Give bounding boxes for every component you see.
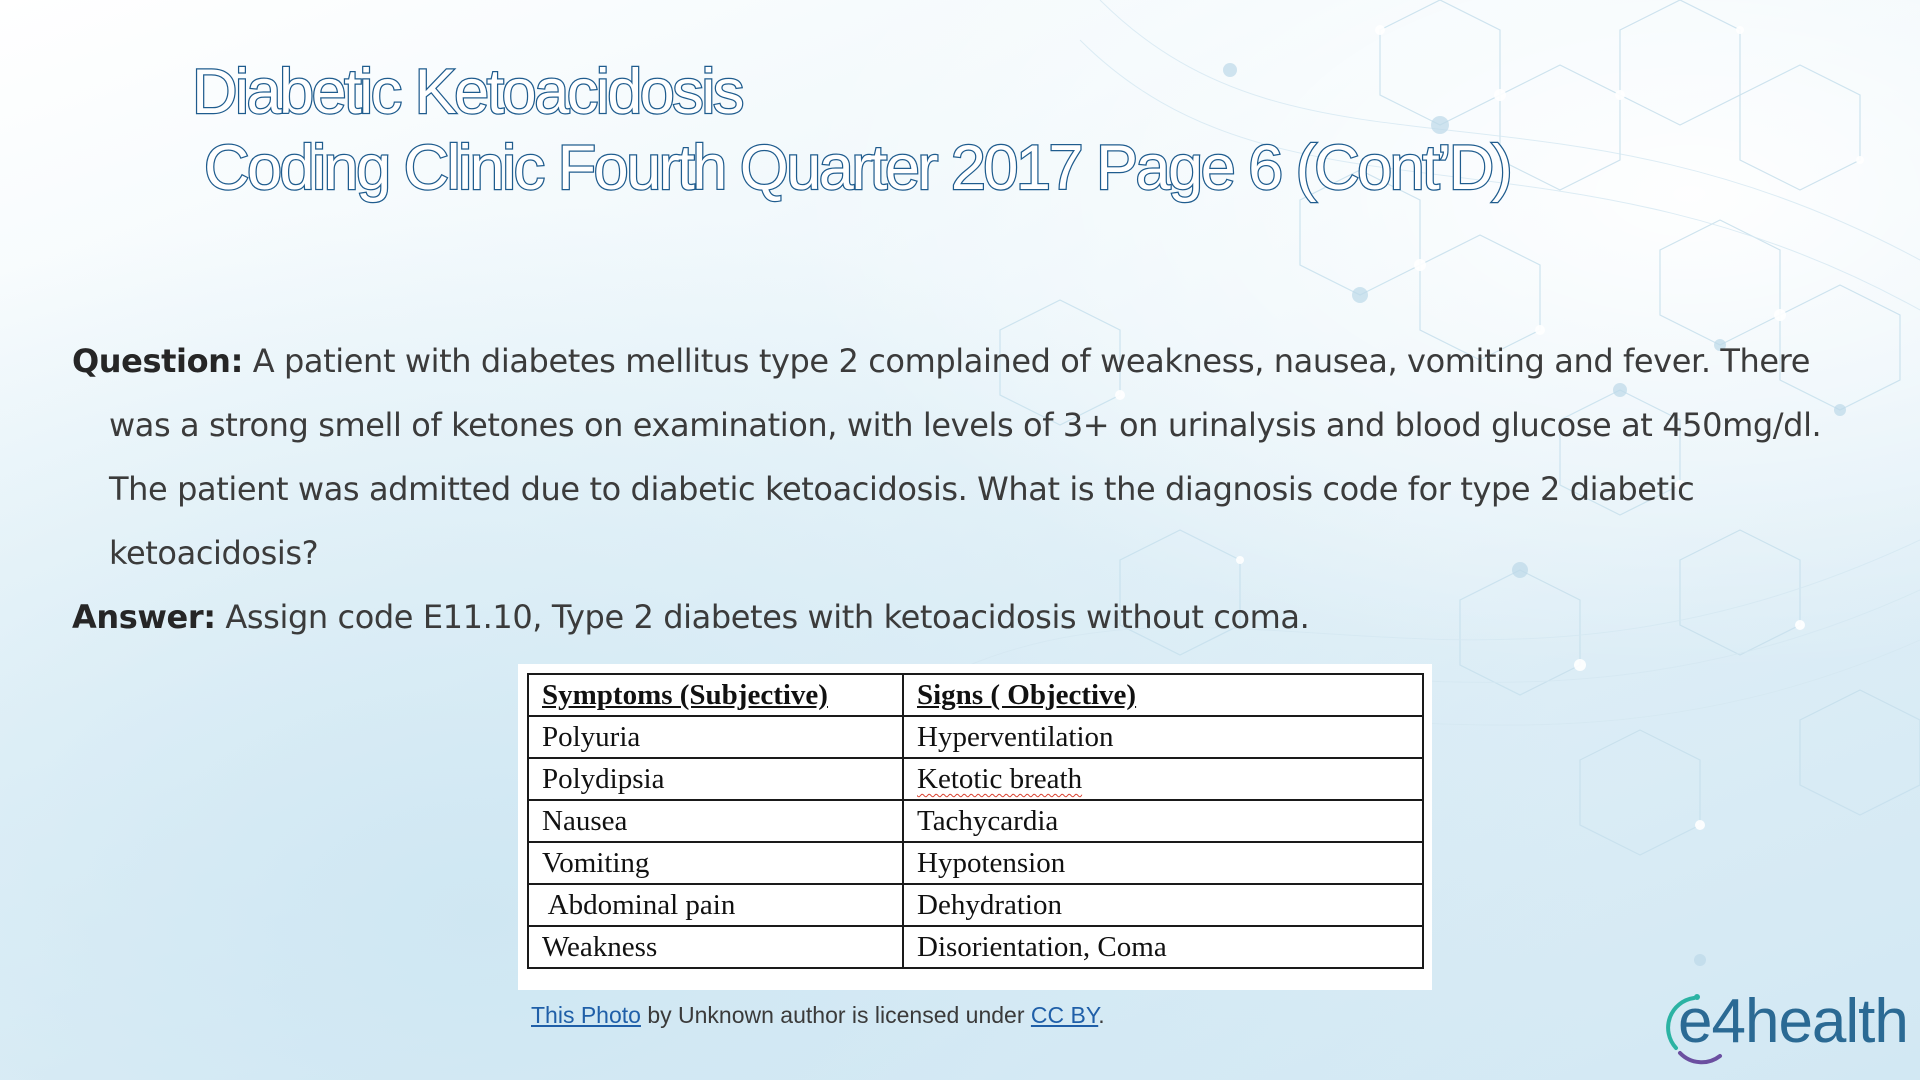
e4health-logo	[1664, 987, 1908, 1066]
table-cell-symptom: Abdominal pain	[528, 884, 903, 926]
question-paragraph	[72, 329, 1832, 585]
table-row	[528, 842, 1423, 884]
table-row	[528, 884, 1423, 926]
table-cell-sign: Tachycardia	[903, 800, 1423, 842]
table-header-symptoms: Symptoms (Subjective)	[528, 674, 903, 716]
table-cell-sign-text: Ketotic breath	[917, 763, 1083, 795]
attribution-period: .	[1098, 1002, 1105, 1028]
cc-by-link[interactable]: CC BY	[1030, 1002, 1099, 1028]
slide-title-line2: Coding Clinic Fourth Quarter 2017 Page 6 (Cont’D)	[204, 133, 1511, 203]
table-row	[528, 758, 1423, 800]
image-attribution	[531, 1002, 1105, 1029]
table-cell-sign: Hypotension	[903, 842, 1423, 884]
question-text: A patient with diabetes mellitus type 2 complained of weakness, nausea, vomiting and fever. There was a strong smell of ketones on examination, with levels of 3+ on urinalysis and blood glucose at 450mg/dl. The patient was admitted due to diabetic ketoacidosis. What is the diagnosis code for type 2 diabetic ketoacidosis?	[109, 342, 1822, 572]
slide-title	[192, 54, 1510, 206]
answer-label: Answer:	[72, 598, 216, 636]
table-row	[528, 716, 1423, 758]
table-row	[528, 926, 1423, 968]
slide-title-line1: Diabetic Ketoacidosis	[192, 57, 742, 127]
qa-body	[72, 329, 1832, 649]
table-cell-sign: Hyperventilation	[903, 716, 1423, 758]
logo-text: e4health	[1678, 987, 1908, 1056]
this-photo-link[interactable]: This Photo	[531, 1002, 641, 1028]
table-cell-symptom: Weakness	[528, 926, 903, 968]
symptoms-signs-table	[527, 673, 1424, 969]
attribution-text: by Unknown author is licensed under	[640, 1002, 1031, 1028]
table-cell-symptom: Vomiting	[528, 842, 903, 884]
table-header-signs: Signs ( Objective)	[903, 674, 1423, 716]
symptoms-table-image	[518, 664, 1432, 990]
question-label: Question:	[72, 342, 243, 380]
table-cell-sign: Disorientation, Coma	[903, 926, 1423, 968]
table-cell-symptom: Nausea	[528, 800, 903, 842]
answer-text: Assign code E11.10, Type 2 diabetes with ketoacidosis without coma.	[225, 598, 1310, 636]
table-row	[528, 800, 1423, 842]
answer-paragraph	[72, 585, 1832, 649]
table-cell-sign: Dehydration	[903, 884, 1423, 926]
table-cell-symptom: Polyuria	[528, 716, 903, 758]
table-cell-sign	[903, 758, 1423, 800]
table-header-row	[528, 674, 1423, 716]
table-cell-symptom: Polydipsia	[528, 758, 903, 800]
